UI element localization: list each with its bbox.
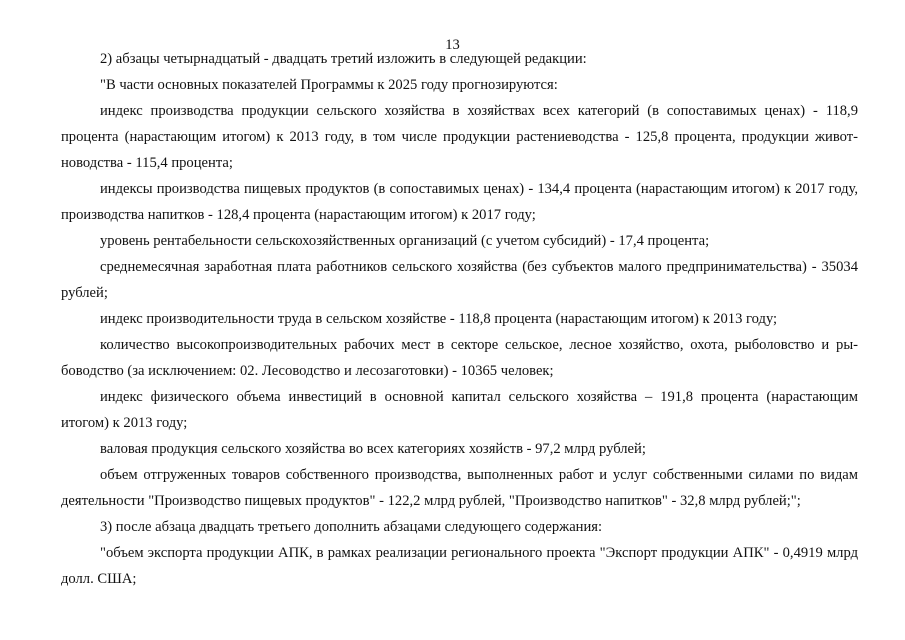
paragraph-food-production-index: индексы производства пищевых продуктов (в сопоставимых ценах) - 134,4 процента (нарастающим итогом) к 2017 году, производства напитков - 128,4 процента (нарастающим итогом) к 2017 году; <box>61 181 858 223</box>
paragraph-export-volume: "объем экспорта продукции АПК, в рамках реализации регионального проекта "Экспорт продукции АПК" - 0,4919 млрд долл. США; <box>61 545 858 587</box>
paragraph-amendment-3: 3) после абзаца двадцать третьего дополнить абзацами следующего содержания: <box>100 519 603 535</box>
page-number: 13 <box>445 37 460 53</box>
paragraph-investment-index: индекс физического объема инвестиций в основной капитал сельского хозяйства – 191,8 процента (нарастающим итогом) к 2013 году; <box>61 389 858 431</box>
paragraph-amendment-2: 2) абзацы четырнадцатый - двадцать третий изложить в следующей редакции: <box>100 51 587 67</box>
document-body <box>61 46 858 592</box>
paragraph-shipped-goods-volume: объем отгруженных товаров собственного производства, выполненных работ и услуг собственными силами по видам деятельности "Производство пищевых продуктов" - 122,2 млрд рублей, "Производство напитков" - 32,8 млрд рублей;"; <box>61 467 858 509</box>
paragraph-labor-productivity: индекс производительности труда в сельском хозяйстве - 118,8 процента (нарастающим итогом) к 2013 году; <box>100 311 778 327</box>
paragraph-profitability-level: уровень рентабельности сельскохозяйственных организаций (с учетом субсидий) - 17,4 процента; <box>100 233 710 249</box>
paragraph-gross-output: валовая продукция сельского хозяйства во всех категориях хозяйств - 97,2 млрд рублей; <box>100 441 646 457</box>
paragraph-average-salary: среднемесячная заработная плата работников сельского хозяйства (без субъектов малого предпринимательства) - 35034 рублей; <box>61 259 858 301</box>
paragraph-agri-production-index: индекс производства продукции сельского хозяйства в хозяйствах всех категорий (в сопоставимых ценах) - 118,9 процента (нарастающим итогом) к 2013 году, в том числе продукции растениеводства - 125,8 процента, продукции животноводства - 115,4 процента; <box>61 103 858 171</box>
paragraph-high-performance-jobs: количество высокопроизводительных рабочих мест в секторе сельское, лесное хозяйство, охота, рыболовство и рыбоводство (за исключением: 02. Лесоводство и лесозаготовки) - 10365 человек; <box>61 337 858 379</box>
paragraph-program-indicators-intro: "В части основных показателей Программы к 2025 году прогнозируются: <box>100 77 558 93</box>
